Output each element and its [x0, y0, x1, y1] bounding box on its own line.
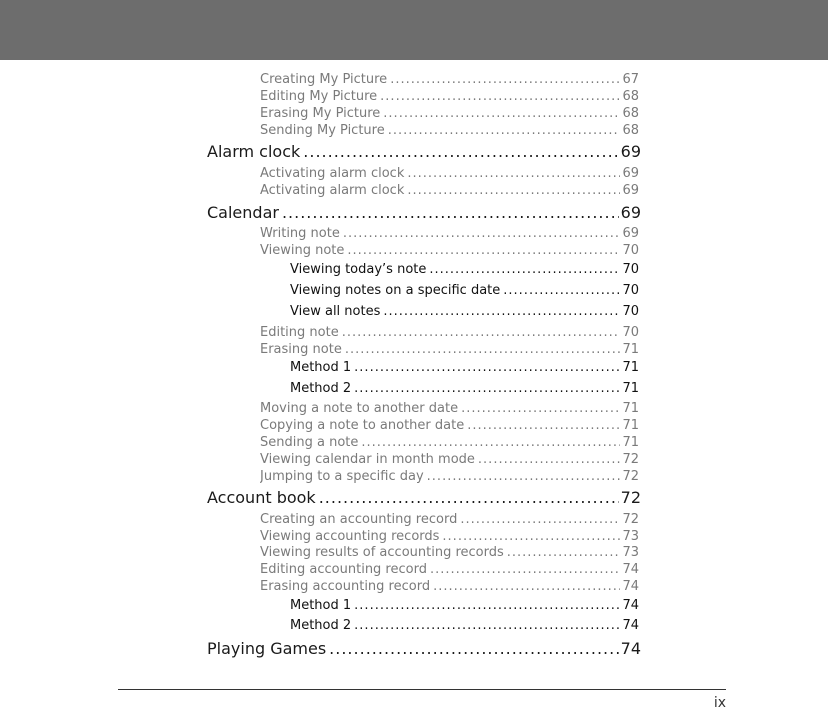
- toc-leader: [380, 89, 620, 104]
- toc-leader: [347, 243, 620, 258]
- toc-chapter[interactable]: [207, 488, 641, 508]
- toc-entry-page: 73: [622, 545, 639, 560]
- toc-chapter-title: Playing Games: [207, 639, 327, 658]
- toc-subentry-page: 74: [622, 598, 639, 613]
- toc-entry[interactable]: [260, 562, 639, 579]
- toc-entry-title: Moving a note to another date: [260, 401, 459, 416]
- toc-subentry-page: 70: [622, 304, 639, 319]
- toc-leader: [390, 72, 620, 87]
- toc-leader: [388, 123, 621, 138]
- toc-subentry-page: 71: [622, 381, 639, 396]
- toc-entry-title: Viewing accounting records: [260, 529, 440, 544]
- toc-subentry[interactable]: [290, 262, 639, 279]
- toc-entry[interactable]: [260, 106, 639, 123]
- toc-subentry-title: Method 2: [290, 381, 352, 396]
- toc-entry-page: 71: [622, 418, 639, 433]
- toc-leader: [345, 342, 621, 357]
- toc-leader: [383, 304, 620, 319]
- toc-subentry-title: Method 2: [290, 618, 352, 633]
- toc-entry-title: Copying a note to another date: [260, 418, 465, 433]
- toc-entry[interactable]: [260, 579, 639, 596]
- toc-entry[interactable]: [260, 469, 639, 486]
- toc-entry-page: 67: [622, 72, 639, 87]
- toc-entry[interactable]: [260, 72, 639, 89]
- toc-leader: [354, 598, 620, 613]
- toc-entry[interactable]: [260, 325, 639, 342]
- toc-entry-page: 70: [622, 243, 639, 258]
- toc-leader: [383, 106, 620, 121]
- toc-subentry-page: 70: [622, 283, 639, 298]
- toc-leader: [460, 512, 620, 527]
- toc-leader: [282, 203, 619, 222]
- toc-entry-page: 72: [622, 512, 639, 527]
- toc-entry-page: 71: [622, 435, 639, 450]
- toc-leader: [467, 418, 620, 433]
- toc-leader: [461, 401, 620, 416]
- toc-entry-title: Creating My Picture: [260, 72, 388, 87]
- toc-subentry-title: Viewing notes on a specific date: [290, 283, 501, 298]
- toc-entry-title: Writing note: [260, 226, 340, 241]
- toc-leader: [407, 183, 620, 198]
- toc-entry-title: Jumping to a specific day: [260, 469, 424, 484]
- toc-leader: [429, 262, 620, 277]
- toc-entry-page: 69: [622, 166, 639, 181]
- toc-entry-title: Viewing results of accounting records: [260, 545, 504, 560]
- toc-entry-page: 69: [622, 183, 639, 198]
- toc-entry[interactable]: [260, 401, 639, 418]
- toc-entry-page: 68: [622, 123, 639, 138]
- toc-subentry[interactable]: [290, 304, 639, 321]
- footer-divider: [118, 689, 726, 690]
- toc-chapter-title: Calendar: [207, 203, 279, 222]
- toc-entry-title: Sending My Picture: [260, 123, 385, 138]
- toc-entry-title: Erasing accounting record: [260, 579, 431, 594]
- toc-subentry-page: 70: [622, 262, 639, 277]
- toc-chapter[interactable]: [207, 639, 641, 659]
- toc-leader: [427, 469, 621, 484]
- toc-subentry-page: 74: [622, 618, 639, 633]
- toc-entry-page: 72: [622, 452, 639, 467]
- toc-entry-title: Sending a note: [260, 435, 359, 450]
- toc-entry-page: 72: [622, 469, 639, 484]
- toc-leader: [329, 639, 618, 658]
- toc-entry-page: 71: [622, 401, 639, 416]
- toc-entry-title: Erasing note: [260, 342, 342, 357]
- toc-subentry-title: Method 1: [290, 360, 352, 375]
- toc-entry[interactable]: [260, 545, 639, 562]
- toc-entry-title: Editing accounting record: [260, 562, 427, 577]
- toc-chapter-title: Account book: [207, 488, 316, 507]
- toc-leader: [354, 618, 620, 633]
- toc-entry-title: Viewing note: [260, 243, 345, 258]
- toc-entry[interactable]: [260, 123, 639, 140]
- toc-entry[interactable]: [260, 226, 639, 243]
- toc-subentry[interactable]: [290, 598, 639, 615]
- toc-entry[interactable]: [260, 452, 639, 469]
- toc-entry-page: 69: [622, 226, 639, 241]
- toc-subentry[interactable]: [290, 360, 639, 377]
- toc-entry[interactable]: [260, 183, 639, 200]
- page-number: ix: [713, 695, 726, 711]
- toc-chapter-page: 69: [620, 203, 641, 222]
- toc-entry-title: Editing My Picture: [260, 89, 378, 104]
- toc-leader: [354, 360, 620, 375]
- toc-entry-page: 73: [622, 529, 639, 544]
- toc-subentry-page: 71: [622, 360, 639, 375]
- toc-entry[interactable]: [260, 243, 639, 260]
- toc-leader: [478, 452, 621, 467]
- toc-leader: [361, 435, 620, 450]
- toc-leader: [343, 226, 621, 241]
- toc-leader: [407, 166, 620, 181]
- toc-entry-page: 74: [622, 562, 639, 577]
- toc-entry-page: 68: [622, 89, 639, 104]
- toc-entry[interactable]: [260, 342, 639, 359]
- toc-leader: [303, 142, 618, 161]
- toc-entry[interactable]: [260, 166, 639, 183]
- toc-leader: [430, 562, 620, 577]
- toc-entry[interactable]: [260, 435, 639, 452]
- toc-chapter-page: 69: [620, 142, 641, 161]
- toc-leader: [354, 381, 620, 396]
- toc-leader: [342, 325, 621, 340]
- toc-subentry[interactable]: [290, 283, 639, 300]
- toc-subentry[interactable]: [290, 381, 639, 398]
- toc-subentry-title: View all notes: [290, 304, 381, 319]
- toc-entry-title: Activating alarm clock: [260, 183, 405, 198]
- toc-entry-page: 70: [622, 325, 639, 340]
- toc-entry-title: Viewing calendar in month mode: [260, 452, 475, 467]
- toc-entry-title: Erasing My Picture: [260, 106, 381, 121]
- toc-entry-title: Editing note: [260, 325, 339, 340]
- toc-entry-page: 71: [622, 342, 639, 357]
- toc-subentry-title: Method 1: [290, 598, 352, 613]
- toc-leader: [442, 529, 620, 544]
- toc-entry-title: Activating alarm clock: [260, 166, 405, 181]
- toc-leader: [507, 545, 621, 560]
- toc-entry[interactable]: [260, 89, 639, 106]
- toc-entry-title: Creating an accounting record: [260, 512, 458, 527]
- toc-entry[interactable]: [260, 512, 639, 529]
- toc-leader: [433, 579, 620, 594]
- toc-chapter-page: 72: [620, 488, 641, 507]
- toc-leader: [503, 283, 620, 298]
- toc-entry-page: 68: [622, 106, 639, 121]
- toc-chapter[interactable]: [207, 203, 641, 223]
- toc-subentry-title: Viewing today’s note: [290, 262, 427, 277]
- toc-chapter-page: 74: [620, 639, 641, 658]
- toc-entry[interactable]: [260, 418, 639, 435]
- toc-chapter-title: Alarm clock: [207, 142, 301, 161]
- toc-entry[interactable]: [260, 529, 639, 546]
- toc-chapter[interactable]: [207, 142, 641, 162]
- toc-leader: [319, 488, 619, 507]
- toc-entry-page: 74: [622, 579, 639, 594]
- toc-subentry[interactable]: [290, 618, 639, 635]
